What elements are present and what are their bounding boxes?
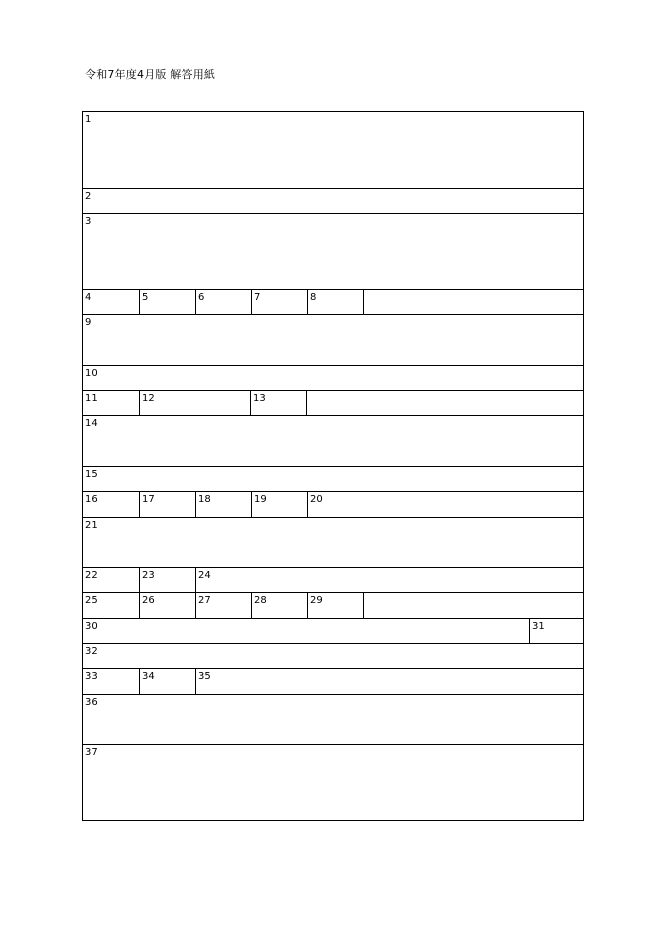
answer-cell-17: 17 xyxy=(139,492,195,517)
answer-cell-6: 6 xyxy=(195,290,251,314)
answer-cell-blank xyxy=(363,290,583,314)
answer-row xyxy=(83,112,583,188)
answer-cell-2: 2 xyxy=(85,191,92,202)
answer-cell-24: 24 xyxy=(195,568,583,592)
answer-cell-12: 12 xyxy=(139,391,250,415)
answer-row xyxy=(83,744,583,820)
answer-cell-14: 14 xyxy=(85,418,98,429)
answer-row xyxy=(83,618,583,643)
answer-row xyxy=(83,517,583,567)
answer-cell-10: 10 xyxy=(85,368,98,379)
sheet-title: 令和7年度4月版 解答用紙 xyxy=(85,68,216,81)
answer-cell-29: 29 xyxy=(307,593,363,618)
answer-cell-13: 13 xyxy=(250,391,306,415)
answer-row xyxy=(83,314,583,365)
answer-row xyxy=(83,213,583,289)
answer-cell-1: 1 xyxy=(85,114,92,125)
answer-cell-8: 8 xyxy=(307,290,363,314)
answer-row xyxy=(83,289,583,314)
answer-row xyxy=(83,415,583,466)
answer-cell-31: 31 xyxy=(529,619,583,643)
answer-cell-21: 21 xyxy=(85,520,98,531)
answer-cell-37: 37 xyxy=(85,747,98,758)
answer-cell-blank xyxy=(363,593,583,618)
answer-cell-blank xyxy=(306,391,583,415)
answer-row xyxy=(83,668,583,694)
answer-cell-30: 30 xyxy=(85,621,98,632)
answer-cell-33: 33 xyxy=(85,671,98,682)
answer-cell-15: 15 xyxy=(85,469,98,480)
answer-grid xyxy=(82,111,584,821)
answer-cell-22: 22 xyxy=(85,570,98,581)
answer-cell-16: 16 xyxy=(85,494,98,505)
answer-row xyxy=(83,365,583,390)
answer-row xyxy=(83,491,583,517)
answer-cell-27: 27 xyxy=(195,593,251,618)
answer-cell-32: 32 xyxy=(85,646,98,657)
answer-cell-5: 5 xyxy=(139,290,195,314)
answer-row xyxy=(83,694,583,744)
answer-cell-34: 34 xyxy=(139,669,195,694)
answer-cell-4: 4 xyxy=(85,292,92,303)
answer-cell-3: 3 xyxy=(85,216,92,227)
answer-row xyxy=(83,466,583,491)
answer-cell-11: 11 xyxy=(85,393,98,404)
answer-cell-7: 7 xyxy=(251,290,307,314)
answer-row xyxy=(83,390,583,415)
answer-cell-35: 35 xyxy=(195,669,583,694)
answer-cell-28: 28 xyxy=(251,593,307,618)
answer-cell-20: 20 xyxy=(307,492,583,517)
answer-row xyxy=(83,643,583,668)
answer-cell-25: 25 xyxy=(85,595,98,606)
answer-cell-26: 26 xyxy=(139,593,195,618)
answer-cell-19: 19 xyxy=(251,492,307,517)
answer-cell-18: 18 xyxy=(195,492,251,517)
answer-cell-9: 9 xyxy=(85,317,92,328)
answer-cell-36: 36 xyxy=(85,697,98,708)
answer-row xyxy=(83,592,583,618)
answer-row xyxy=(83,567,583,592)
answer-row xyxy=(83,188,583,213)
answer-cell-23: 23 xyxy=(139,568,195,592)
